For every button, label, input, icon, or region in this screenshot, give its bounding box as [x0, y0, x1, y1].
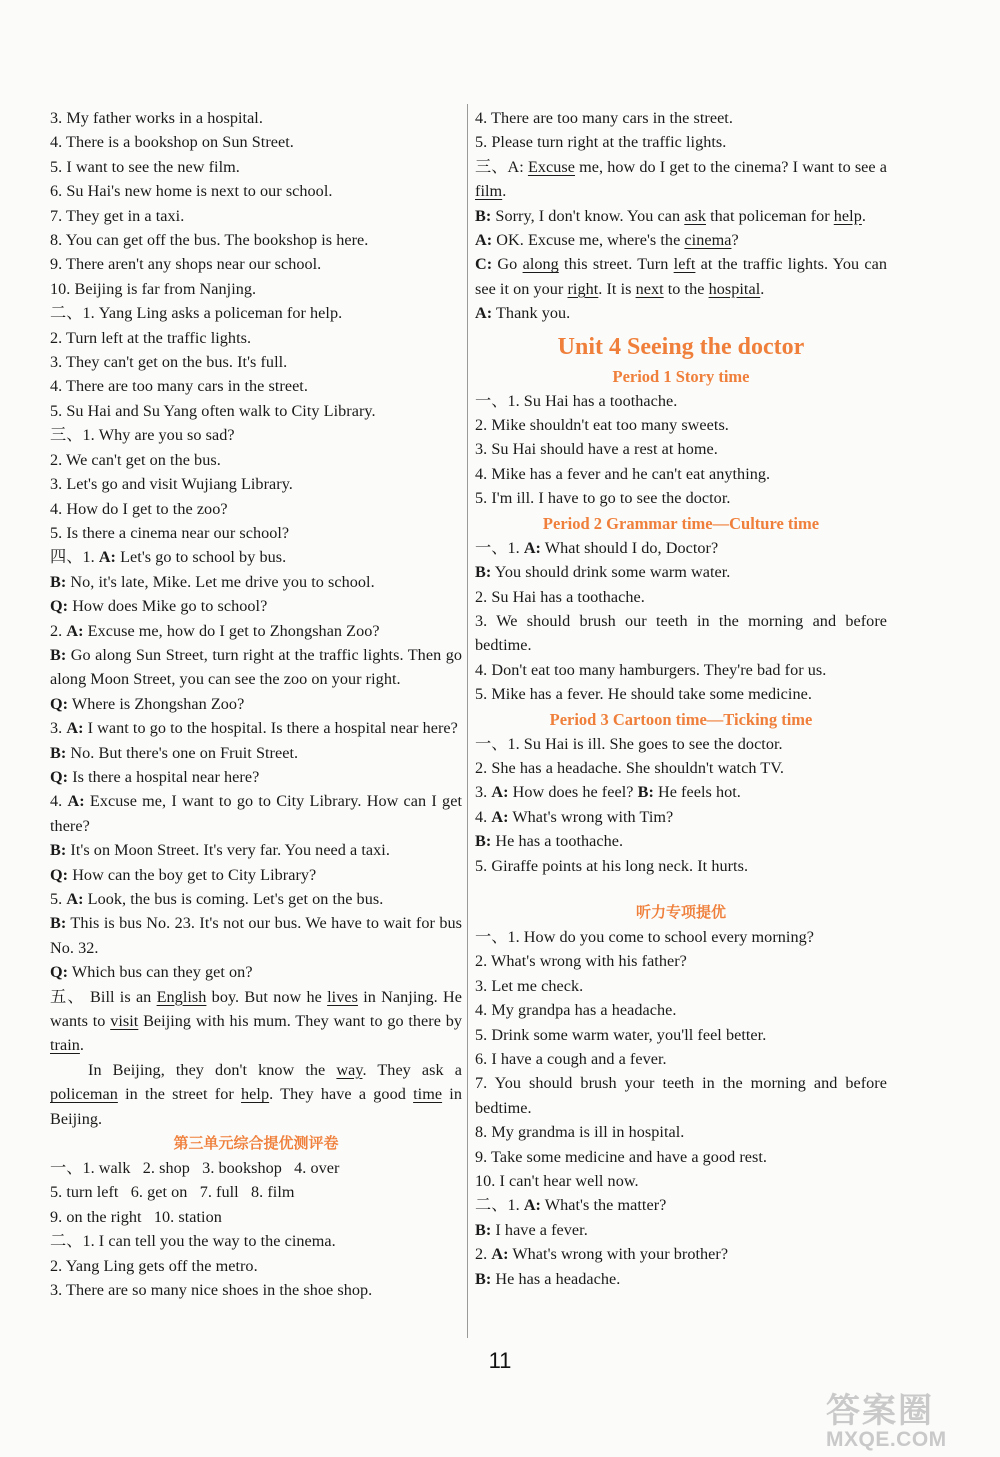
- answer-line: 2. What's wrong with his father?: [475, 952, 687, 971]
- answer-line: 9. There aren't any shops near our school.: [50, 255, 322, 274]
- answer-line: B: This is bus No. 23. It's not our bus. We have to wait for bus No. 32.: [50, 914, 462, 957]
- answer-line: 三、A: Excuse me, how do I get to the cinema? I want to see a film.: [475, 157, 888, 201]
- answer-line: 5. Is there a cinema near our school?: [50, 523, 290, 542]
- spacer: [475, 878, 887, 900]
- answer-line: 6. Su Hai's new home is next to our school.: [50, 182, 333, 201]
- answer-line: 4. Mike has a fever and he can't eat anything.: [475, 464, 771, 483]
- answer-line: 一、1. A: What should I do, Doctor?: [475, 538, 719, 557]
- unit-title: Unit 4 Seeing the doctor: [557, 333, 805, 360]
- answer-line: B: He has a toothache.: [475, 832, 624, 851]
- answer-line: 8. You can get off the bus. The bookshop is here.: [50, 231, 369, 250]
- answer-line: C: Go along this street. Turn left at the traffic lights. You can see it on your right. It is next to the hospital.: [475, 255, 888, 298]
- section-heading: 第三单元综合提优测评卷: [173, 1134, 339, 1153]
- answer-line: 3. A: I want to go to the hospital. Is there a hospital near here?: [50, 719, 458, 738]
- answer-line: 4. Don't eat too many hamburgers. They're bad for us.: [475, 660, 827, 679]
- watermark-url: MXQE.COM: [826, 1428, 947, 1451]
- section-heading: Period 3 Cartoon time—Ticking time: [549, 709, 813, 729]
- answer-line: B: I have a fever.: [475, 1220, 588, 1239]
- answer-line: 7. They get in a taxi.: [50, 206, 185, 225]
- page-number: 11: [488, 1348, 512, 1373]
- right-column: [475, 106, 887, 1291]
- answer-line: 2. She has a headache. She shouldn't watch TV.: [475, 758, 784, 777]
- answer-line: 10. I can't hear well now.: [475, 1172, 639, 1191]
- answer-line: 3. There are so many nice shoes in the shoe shop.: [50, 1281, 373, 1300]
- answer-line: B: No. But there's one on Fruit Street.: [50, 743, 299, 762]
- answer-line: 一、1. walk 2. shop 3. bookshop 4. over: [50, 1159, 340, 1178]
- section-heading: Period 2 Grammar time—Culture time: [542, 513, 820, 533]
- answer-line: 2. Turn left at the traffic lights.: [50, 328, 252, 347]
- answer-line: Q: Is there a hospital near here?: [50, 767, 260, 786]
- answer-line: 5. Su Hai and Su Yang often walk to City Library.: [50, 401, 376, 420]
- answer-line: 5. A: Look, the bus is coming. Let's get on the bus.: [50, 890, 384, 908]
- answer-line: 4. There is a bookshop on Sun Street.: [50, 133, 294, 152]
- answer-line: 3. My father works in a hospital.: [50, 109, 263, 127]
- answer-line: 2. Mike shouldn't eat too many sweets.: [475, 416, 729, 435]
- answer-line: 4. There are too many cars in the street.: [475, 109, 733, 127]
- answer-line: 3. Let me check.: [475, 976, 584, 995]
- answer-line: 8. My grandma is ill in hospital.: [475, 1123, 685, 1142]
- answer-line: 7. You should brush your teeth in the morning and before bedtime.: [475, 1074, 887, 1117]
- answer-line: B: Go along Sun Street, turn right at the traffic lights. Then go along Moon Street, you can see the zoo on your right.: [50, 645, 462, 689]
- section-heading: Period 1 Story time: [612, 366, 750, 386]
- answer-line: 5. I want to see the new film.: [50, 157, 240, 176]
- section-heading: 听力专项提优: [635, 902, 726, 921]
- answer-line: 10. Beijing is far from Nanjing.: [50, 279, 257, 298]
- answer-line: 一、1. Su Hai is ill. She goes to see the doctor.: [475, 734, 783, 753]
- answer-line: B: It's on Moon Street. It's very far. You need a taxi.: [50, 841, 390, 860]
- answer-line: B: He has a headache.: [475, 1269, 621, 1288]
- answer-line: Q: Which bus can they get on?: [50, 963, 253, 982]
- answer-line: 2. We can't get on the bus.: [50, 450, 221, 469]
- answer-line: A: OK. Excuse me, where's the cinema?: [475, 231, 739, 250]
- answer-line: 9. on the right 10. station: [50, 1207, 222, 1226]
- answer-line: 一、1. Su Hai has a toothache.: [475, 391, 678, 410]
- answer-line: 二、1. A: What's the matter?: [475, 1196, 667, 1215]
- answer-line: 5. I'm ill. I have to go to see the doctor.: [475, 489, 731, 508]
- answer-line: 五、 Bill is an English boy. But now he lives in Nanjing. He wants to visit Beijing with his mum. They want to go there by train.: [50, 987, 462, 1055]
- answer-line: 5. Please turn right at the traffic lights.: [475, 133, 727, 152]
- answer-line: 5. Drink some warm water, you'll feel better.: [475, 1025, 767, 1044]
- answer-line: 二、1. Yang Ling asks a policeman for help.: [50, 304, 343, 323]
- answer-line: 2. Su Hai has a toothache.: [475, 587, 645, 606]
- answer-line: B: No, it's late, Mike. Let me drive you to school.: [50, 572, 375, 591]
- answer-line: 2. Yang Ling gets off the metro.: [50, 1256, 258, 1275]
- answer-line: B: You should drink some warm water.: [475, 563, 731, 582]
- answer-line: 4. A: Excuse me, I want to go to City Library. How can I get there?: [50, 792, 462, 835]
- answer-line: 3. Let's go and visit Wujiang Library.: [50, 475, 293, 494]
- answer-line: 4. A: What's wrong with Tim?: [475, 807, 674, 826]
- answer-line: 3. We should brush our teeth in the morning and before bedtime.: [475, 611, 887, 655]
- answer-line: 3. They can't get on the bus. It's full.: [50, 353, 288, 372]
- watermark-logo-text: 答案圈: [826, 1391, 934, 1431]
- answer-line: 2. A: What's wrong with your brother?: [475, 1245, 729, 1264]
- answer-line: A: Thank you.: [475, 304, 571, 323]
- answer-line: 4. How do I get to the zoo?: [50, 499, 228, 518]
- answer-line: 9. Take some medicine and have a good rest.: [475, 1147, 767, 1166]
- left-column: [50, 106, 462, 1303]
- watermark-logo: [826, 1393, 994, 1453]
- answer-line: 5. Giraffe points at his long neck. It hurts.: [475, 856, 749, 875]
- answer-line: 5. Mike has a fever. He should take some medicine.: [475, 685, 812, 704]
- answer-line: 2. A: Excuse me, how do I get to Zhongshan Zoo?: [50, 621, 380, 640]
- answer-line: B: Sorry, I don't know. You can ask that policeman for help.: [475, 206, 866, 225]
- answer-line: 一、1. How do you come to school every morning?: [475, 927, 814, 946]
- answer-line: 5. turn left 6. get on 7. full 8. film: [50, 1183, 295, 1202]
- answer-line: 4. My grandpa has a headache.: [475, 1001, 677, 1020]
- answer-line: 三、1. Why are you so sad?: [50, 426, 235, 445]
- answer-line: 二、1. I can tell you the way to the cinema.: [50, 1232, 336, 1251]
- answer-line: Q: Where is Zhongshan Zoo?: [50, 694, 245, 713]
- column-divider: [467, 104, 468, 1338]
- answer-line: 4. There are too many cars in the street.: [50, 377, 308, 396]
- answer-line: 3. Su Hai should have a rest at home.: [475, 440, 718, 459]
- answer-line: Q: How does Mike go to school?: [50, 597, 268, 616]
- answer-line: In Beijing, they don't know the way. They ask a policeman in the street for help. They have a good time in Beijing.: [50, 1060, 462, 1128]
- answer-line: Q: How can the boy get to City Library?: [50, 865, 317, 884]
- answer-line: 3. A: How does he feel? B: He feels hot.: [475, 783, 741, 802]
- answer-line: 四、1. A: Let's go to school by bus.: [50, 548, 287, 567]
- answer-line: 6. I have a cough and a fever.: [475, 1050, 667, 1068]
